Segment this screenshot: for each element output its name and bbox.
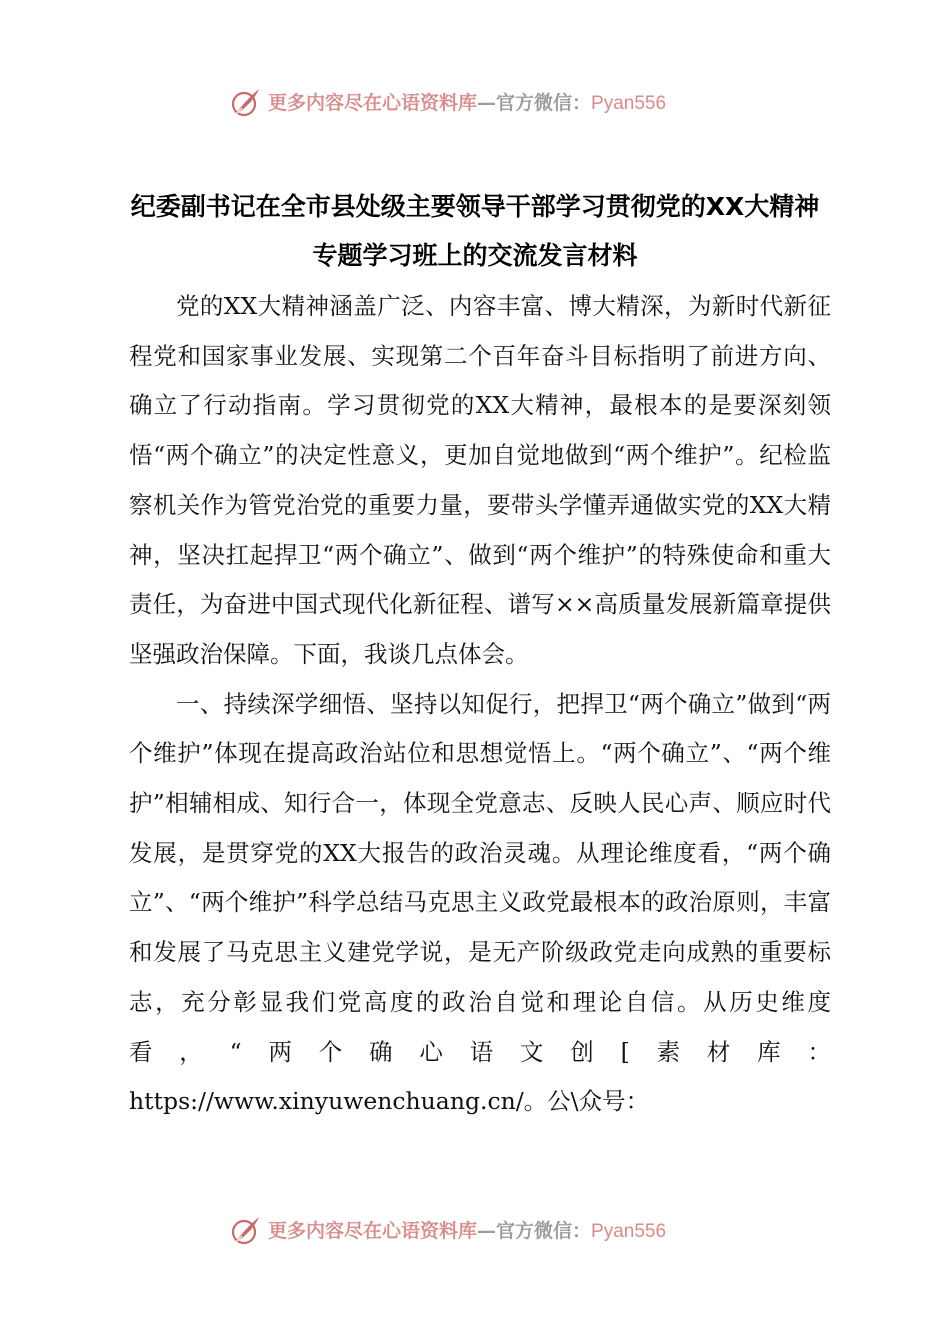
banner-wechat-id: Pyan556 [591,1221,667,1242]
body-paragraph-1: 党的XX大精神涵盖广泛、内容丰富、博大精深，为新时代新征程党和国家事业发展、实现第二个百年奋斗目标指明了前进方向、确立了行动指南。学习贯彻党的XX大精神，最根本的是要深刻领悟“两个确立”的决定性意义，更加自觉地做到“两个维护”。纪检监察机关作为管党治党的重要力量，要带头学懂弄通做实党的XX大精神，坚决扛起捍卫“两个确立”、做到“两个维护”的特殊使命和重大责任，为奋进中国式现代化新征程、谱写××高质量发展新篇章提供坚强政治保障。下面，我谈几点体会。 [129,292,831,668]
banner-text [268,1216,666,1246]
footer-watermark-banner [0,1208,950,1252]
banner-text [268,88,666,118]
quill-pen-logo-icon [228,1214,262,1248]
document-title-line-2: 专题学习班上的交流发言材料 [312,241,638,270]
banner-wechat-id: Pyan556 [591,93,667,114]
header-watermark-banner [0,80,950,124]
body-paragraph-2: 一、持续深学细悟、坚持以知促行，把捍卫“两个确立”做到“两个维护”体现在提高政治站位和思想觉悟上。“两个确立”、“两个维护”相辅相成、知行合一，体现全党意志、反映人民心声、顺应时代发展，是贯穿党的XX大报告的政治灵魂。从理论维度看，“两个确立”、“两个维护”科学总结马克思主义政党最根本的政治原则，丰富和发展了马克思主义建党学说，是无产阶级政党走向成熟的重要标志，充分彰显我们党高度的政治自觉和理论自信。从历史维度看，“两个确心语文创[素材库：https://www.xinyuwenchuang.cn/。公\众号： [129,689,831,1116]
banner-wechat-label: —官方微信： [477,92,592,114]
document-body [129,282,831,1127]
banner-site-name: 更多内容尽在心语资料库 [268,92,478,114]
banner-site-name: 更多内容尽在心语资料库 [268,1220,478,1242]
banner-wechat-label: —官方微信： [477,1220,592,1242]
document-title-line-1: 纪委副书记在全市县处级主要领导干部学习贯彻党的XX大精神 [130,192,820,221]
quill-pen-logo-icon [228,86,262,120]
